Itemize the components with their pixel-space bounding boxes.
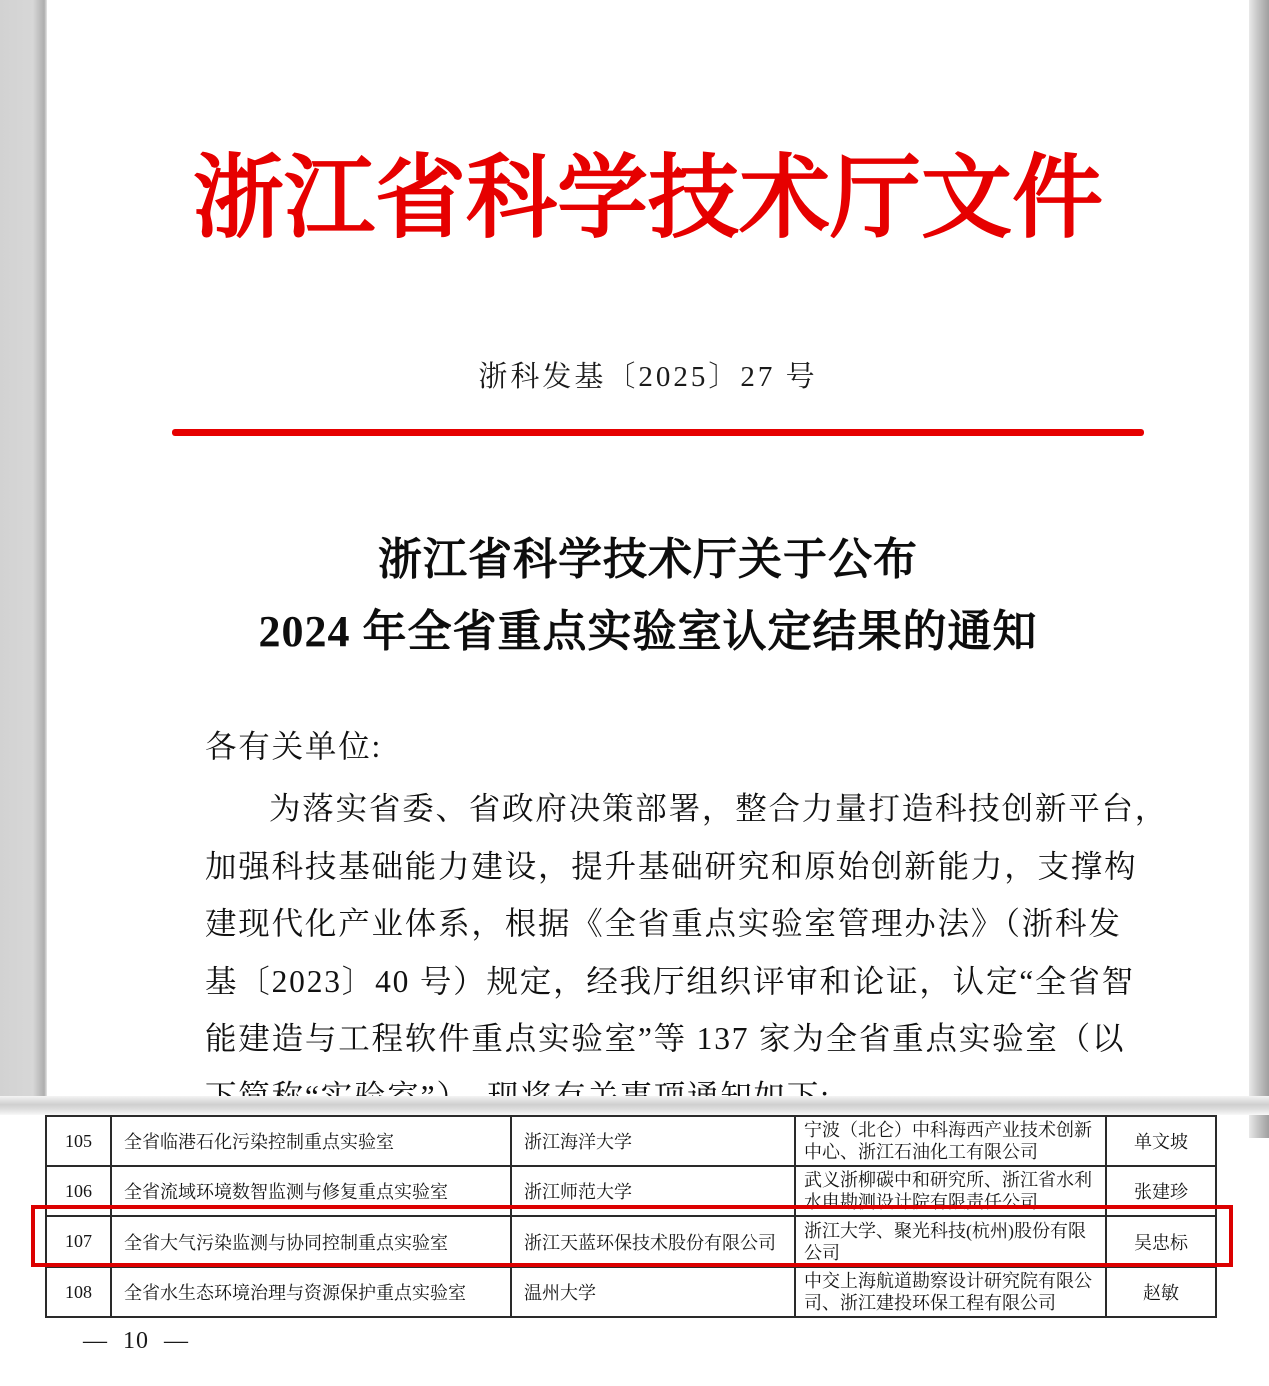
table-row bbox=[46, 1267, 1216, 1317]
cell-director-name: 赵敏 bbox=[1106, 1267, 1216, 1317]
cell-row-number: 108 bbox=[46, 1267, 111, 1317]
body-line: 加强科技基础能力建设，提升基础研究和原始创新能力，支撑构 bbox=[205, 848, 1138, 884]
cell-row-number: 106 bbox=[46, 1166, 111, 1216]
body-line: 为落实省委、省政府决策部署，整合力量打造科技创新平台， bbox=[269, 791, 1169, 826]
cell-host-organization: 温州大学 bbox=[511, 1267, 795, 1317]
notice-title bbox=[47, 524, 1249, 668]
page-seam-shadow bbox=[0, 1096, 1269, 1115]
body-line: 能建造与工程软件重点实验室”等 137 家为全省重点实验室（以 bbox=[205, 1021, 1126, 1056]
left-page-margin bbox=[0, 0, 47, 1113]
notice-title-line1: 浙江省科学技术厅关于公布 bbox=[378, 535, 918, 584]
document-header-title: 浙江省科学技术厅文件 bbox=[192, 148, 1103, 249]
document-number: 浙科发基〔2025〕27 号 bbox=[478, 361, 818, 393]
table-row-highlighted bbox=[46, 1216, 1216, 1267]
page-number: — 10 — bbox=[83, 1328, 189, 1354]
cell-director-name: 张建珍 bbox=[1106, 1166, 1216, 1216]
cell-director-name: 吴忠标 bbox=[1106, 1216, 1216, 1267]
cell-partner-organizations: 浙江大学、聚光科技(杭州)股份有限公司 bbox=[795, 1216, 1106, 1267]
salutation: 各有关单位: bbox=[205, 729, 383, 764]
cell-partner-organizations: 武义浙柳碳中和研究所、浙江省水利水电勘测设计院有限责任公司 bbox=[795, 1166, 1106, 1216]
cell-partner-organizations: 中交上海航道勘察设计研究院有限公司、浙江建投环保工程有限公司 bbox=[795, 1267, 1106, 1317]
right-page-margin bbox=[1249, 0, 1269, 1138]
cell-director-name: 单文坡 bbox=[1106, 1116, 1216, 1166]
cell-partner-organizations: 宁波（北仑）中科海西产业技术创新中心、浙江石油化工有限公司 bbox=[795, 1116, 1106, 1166]
cell-host-organization: 浙江天蓝环保技术股份有限公司 bbox=[511, 1216, 795, 1267]
cell-lab-name: 全省临港石化污染控制重点实验室 bbox=[111, 1116, 511, 1166]
cell-row-number: 105 bbox=[46, 1116, 111, 1166]
labs-table bbox=[45, 1115, 1217, 1318]
table-row bbox=[46, 1166, 1216, 1216]
cell-lab-name: 全省流域环境数智监测与修复重点实验室 bbox=[111, 1166, 511, 1216]
cell-lab-name: 全省大气污染监测与协同控制重点实验室 bbox=[111, 1216, 511, 1267]
red-divider-line bbox=[172, 429, 1144, 436]
cell-row-number: 107 bbox=[46, 1216, 111, 1267]
body-paragraph bbox=[205, 780, 1169, 1125]
cell-lab-name: 全省水生态环境治理与资源保护重点实验室 bbox=[111, 1267, 511, 1317]
cell-host-organization: 浙江海洋大学 bbox=[511, 1116, 795, 1166]
notice-title-line2: 2024 年全省重点实验室认定结果的通知 bbox=[258, 607, 1038, 656]
cell-host-organization: 浙江师范大学 bbox=[511, 1166, 795, 1216]
table-row bbox=[46, 1116, 1216, 1166]
body-line: 建现代化产业体系，根据《全省重点实验室管理办法》（浙科发 bbox=[205, 906, 1122, 941]
body-line: 基〔2023〕40 号）规定，经我厅组织评审和论证，认定“全省智 bbox=[205, 963, 1135, 999]
